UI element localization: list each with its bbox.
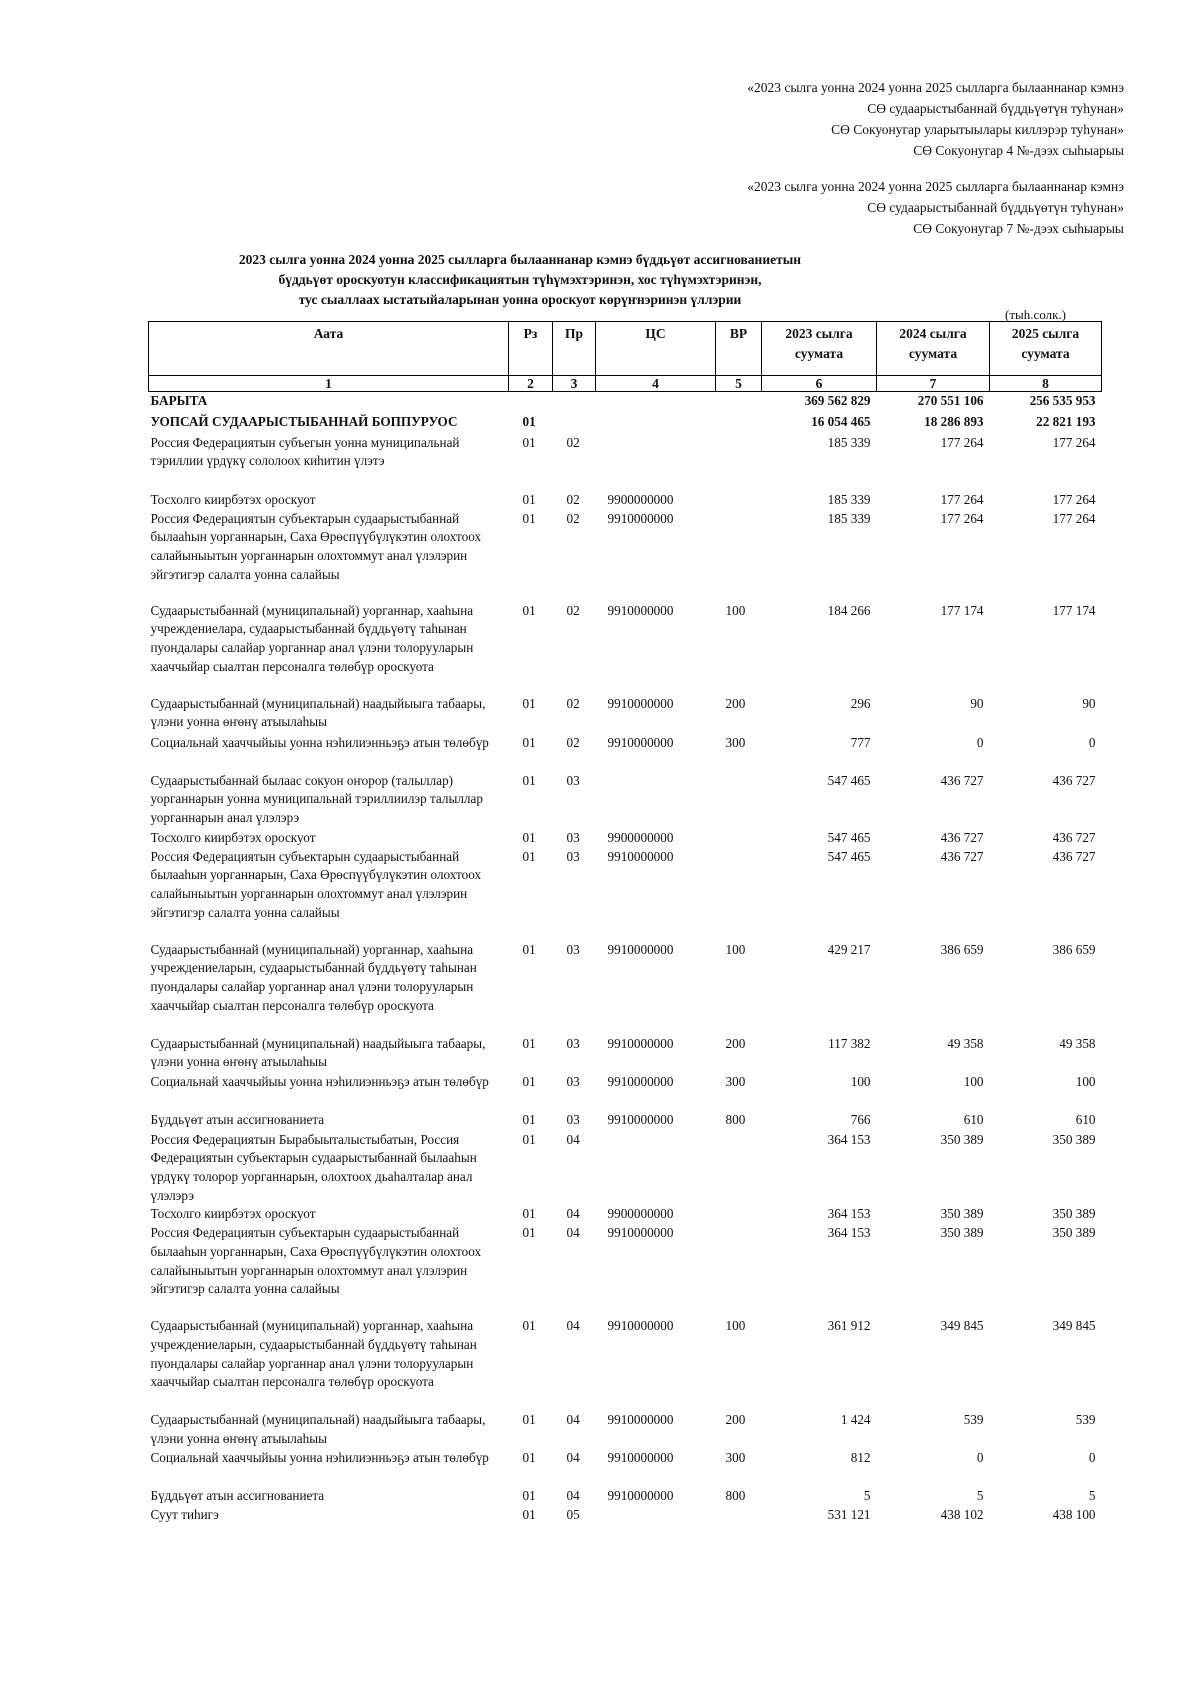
row-2024-amount: 177 264 (940, 491, 984, 507)
table-row (149, 695, 1102, 734)
row-2024-amount: 438 102 (940, 1507, 984, 1523)
row-rz-cell: 01 (522, 510, 536, 526)
row-rz-cell: 01 (522, 772, 536, 788)
header-line: «2023 сылга уонна 2024 уонна 2025 сылларга былааннанар кэмнэ (747, 179, 1124, 194)
row-2025-amount: 539 (1075, 1412, 1096, 1428)
row-name-cell: Судаарыстыбаннай (муниципальнай) наадыйыыга табаары, үлэни уонна өҥөнү атыылаһыы (150, 1035, 486, 1070)
row-2024-amount: 18 286 893 (924, 413, 984, 429)
row-name-cell: Тосхолго киирбэтэх ороскуот (150, 1206, 316, 1222)
row-cs-cell: 9910000000 (607, 1488, 674, 1504)
row-2024-amount: 49 358 (947, 1035, 984, 1051)
row-pr-cell: 03 (566, 1111, 580, 1127)
row-name-cell: Россия Федерациятын субъегын уонна муниципальнай тэриллии үрдүкү сололоох киһитин үлэтэ (150, 434, 460, 469)
row-2024-amount: 100 (963, 1073, 984, 1089)
row-rz-cell: 01 (522, 1318, 536, 1334)
row-name-cell: Судаарыстыбаннай (муниципальнай) уорганнар, хааһына учреждениелара, судаарыстыбаннай бүддьүөтү таһынан пуондалары салайар уорганнар анал үлэни толорууларын хааччыйар сыалтан персоналга төлөбүр ороскуота (150, 602, 474, 674)
row-name-cell: Тосхолго киирбэтэх ороскуот (150, 829, 316, 845)
table-row (149, 1073, 1102, 1111)
title-line: тус сыаллаах ыстатыйаларынан уонна ороскуот көрүҥнэринэн үллэрии (298, 292, 742, 307)
row-cs-cell: 9900000000 (607, 491, 674, 507)
table-row (149, 941, 1102, 1035)
row-vr-cell: 300 (725, 1450, 746, 1466)
row-2023-amount: 16 054 465 (811, 413, 871, 429)
budget-table (148, 321, 1102, 1526)
row-rz-cell: 01 (522, 848, 536, 864)
row-pr-cell: 02 (566, 434, 580, 450)
row-name-cell: Тосхолго киирбэтэх ороскуот (150, 491, 316, 507)
row-rz-cell: 01 (522, 941, 536, 957)
column-number: 5 (716, 376, 762, 392)
row-2023-amount: 185 339 (827, 434, 871, 450)
title-line: бүддьүөт ороскуотун классификациятын түһүмэхтэринэн, хос түһүмэхтэринэн, (278, 272, 762, 287)
row-2025-amount: 100 (1075, 1073, 1096, 1089)
row-pr-cell (553, 413, 596, 434)
row-vr-cell (716, 413, 762, 434)
row-name-cell: Судаарыстыбаннай былаас сокуон оҥорор (талыллар) уорганнарын уонна муниципальнай тэриллиилэр талыллар уорганнарын анал үлэлэрэ (150, 772, 483, 825)
row-2023-amount: 184 266 (827, 602, 871, 618)
table-row (149, 1317, 1102, 1411)
row-pr-cell: 03 (566, 1073, 580, 1089)
row-2024-amount: 610 (963, 1111, 984, 1127)
row-vr-cell (716, 392, 762, 413)
row-cs-cell: 9910000000 (607, 1318, 674, 1334)
row-vr-cell (716, 1131, 762, 1206)
row-pr-cell: 04 (566, 1131, 580, 1147)
row-rz-cell: 01 (522, 734, 536, 750)
row-cs-cell (596, 1506, 716, 1526)
row-pr-cell: 04 (566, 1318, 580, 1334)
row-2025-amount: 436 727 (1052, 848, 1096, 864)
header-line: СӨ Сокуонугар 7 №-дээх сыһыарыы (913, 221, 1124, 236)
row-name-cell: Россия Федерациятын субъектарын судаарыстыбаннай былааһын уорганнарын, Саха Өрөспүүбүлүкэтин олохтоох салайыныытын уорганнарын олохтоммут анал үлэлэрин эйгэтигэр салалта уонна салайыы (150, 848, 482, 920)
row-name-cell: Судаарыстыбаннай (муниципальнай) наадыйыыга табаары, үлэни уонна өҥөнү атыылаһыы (150, 1412, 486, 1447)
row-rz-cell: 01 (522, 1073, 536, 1089)
row-cs-cell: 9910000000 (607, 510, 674, 526)
column-number: 3 (553, 376, 596, 392)
table-row (149, 1111, 1102, 1131)
table-row (149, 491, 1102, 510)
header-line: СӨ Сокуонугар уларытыылары киллэрэр туһунан» (831, 122, 1124, 137)
table-row (149, 392, 1102, 413)
row-2025-amount: 349 845 (1052, 1318, 1096, 1334)
row-vr-cell (716, 510, 762, 602)
row-2023-amount: 766 (850, 1111, 871, 1127)
row-2023-amount: 1 424 (840, 1412, 871, 1428)
row-vr-cell (716, 1224, 762, 1317)
unit-label: (тыһ.солк.) (1005, 307, 1066, 322)
row-2025-amount: 256 535 953 (1029, 393, 1096, 408)
column-header-cs: ЦС (596, 322, 716, 376)
row-vr-cell (716, 1506, 762, 1526)
row-name-cell: Судаарыстыбаннай (муниципальнай) уорганнар, хааһына учреждениеларын, судаарыстыбаннай бүддьүөтү таһынан пуондалары салайар уорганнар анал үлэни толорууларын хааччыйар сыалтан персоналга төлөбүр ороскуота (150, 941, 477, 1013)
row-2025-amount: 436 727 (1052, 829, 1096, 845)
row-vr-cell: 200 (725, 695, 746, 711)
row-rz-cell: 01 (522, 829, 536, 845)
row-2025-amount: 610 (1075, 1111, 1096, 1127)
row-2023-amount: 531 121 (827, 1507, 871, 1523)
row-pr-cell: 03 (566, 848, 580, 864)
row-rz-cell: 01 (522, 413, 536, 429)
table-row (149, 1131, 1102, 1206)
table-row (149, 1487, 1102, 1506)
row-2023-amount: 185 339 (827, 510, 871, 526)
row-name-cell: Социальнай хааччыйыы уонна нэһилиэнньэҕэ атын төлөбүр (150, 1073, 489, 1089)
row-2025-amount: 177 264 (1052, 491, 1096, 507)
row-cs-cell: 9910000000 (607, 1412, 674, 1428)
row-2023-amount: 185 339 (827, 491, 871, 507)
table-row (149, 1449, 1102, 1487)
row-vr-cell (716, 1205, 762, 1224)
row-vr-cell (716, 772, 762, 829)
row-2023-amount: 364 153 (827, 1131, 871, 1147)
row-vr-cell (716, 491, 762, 510)
column-number: 7 (877, 376, 990, 392)
row-name-cell: УОПСАЙ СУДААРЫСТЫБАННАЙ БОППУРУОС (150, 413, 458, 429)
row-cs-cell (596, 1131, 716, 1206)
row-cs-cell (596, 434, 716, 491)
row-2023-amount: 777 (850, 734, 871, 750)
table-row (149, 829, 1102, 848)
row-rz-cell: 01 (522, 1412, 536, 1428)
row-2025-amount: 177 264 (1052, 510, 1096, 526)
row-2025-amount: 438 100 (1052, 1507, 1096, 1523)
row-vr-cell: 100 (725, 1318, 746, 1334)
row-rz-cell: 01 (522, 491, 536, 507)
row-vr-cell (716, 829, 762, 848)
row-pr-cell: 03 (566, 1035, 580, 1051)
row-cs-cell: 9910000000 (607, 1450, 674, 1466)
row-2024-amount: 270 551 106 (917, 393, 984, 408)
header-block-2 (747, 176, 1124, 239)
row-vr-cell: 300 (725, 734, 746, 750)
header-line: СӨ судаарыстыбаннай бүддьүөтүн туһунан» (867, 101, 1124, 116)
row-2023-amount: 369 562 829 (804, 393, 871, 408)
row-vr-cell: 800 (725, 1111, 746, 1127)
column-header-2024: 2024 сылга суумата (877, 322, 990, 376)
row-name-cell: Социальнай хааччыйыы уонна нэһилиэнньэҕэ атын төлөбүр (150, 1450, 489, 1466)
row-cs-cell: 9910000000 (607, 734, 674, 750)
row-vr-cell: 100 (725, 602, 746, 618)
row-cs-cell (596, 392, 716, 413)
row-cs-cell: 9910000000 (607, 602, 674, 618)
column-number: 6 (762, 376, 877, 392)
row-2023-amount: 100 (850, 1073, 871, 1089)
row-cs-cell: 9910000000 (607, 1035, 674, 1051)
row-2025-amount: 436 727 (1052, 772, 1096, 788)
table-row (149, 413, 1102, 434)
row-name-cell: Бүддьүөт атын ассигнованиета (150, 1111, 325, 1127)
column-header-name: Аата (149, 322, 509, 376)
row-rz-cell: 01 (522, 1206, 536, 1222)
row-2023-amount: 547 465 (827, 829, 871, 845)
row-rz-cell: 01 (522, 1450, 536, 1466)
row-2023-amount: 547 465 (827, 772, 871, 788)
row-vr-cell (716, 848, 762, 941)
row-2024-amount: 436 727 (940, 848, 984, 864)
row-cs-cell (596, 772, 716, 829)
table-row (149, 1205, 1102, 1224)
row-pr-cell: 02 (566, 510, 580, 526)
row-2025-amount: 90 (1082, 695, 1096, 711)
row-2024-amount: 350 389 (940, 1225, 984, 1241)
row-2025-amount: 350 389 (1052, 1225, 1096, 1241)
table-row (149, 772, 1102, 829)
row-rz-cell: 01 (522, 695, 536, 711)
row-2023-amount: 547 465 (827, 848, 871, 864)
column-header-2025: 2025 сылга суумата (990, 322, 1102, 376)
row-rz-cell: 01 (522, 1131, 536, 1147)
table-row (149, 434, 1102, 491)
row-pr-cell: 04 (566, 1225, 580, 1241)
row-2023-amount: 429 217 (827, 941, 871, 957)
row-rz-cell: 01 (522, 1035, 536, 1051)
row-cs-cell: 9900000000 (607, 829, 674, 845)
table-row (149, 510, 1102, 602)
row-name-cell: Суут тиһигэ (150, 1507, 219, 1523)
row-cs-cell: 9910000000 (607, 1111, 674, 1127)
row-pr-cell: 02 (566, 695, 580, 711)
row-2025-amount: 0 (1088, 1450, 1096, 1466)
row-pr-cell: 03 (566, 941, 580, 957)
row-2024-amount: 539 (963, 1412, 984, 1428)
row-vr-cell: 300 (725, 1073, 746, 1089)
header-block-1 (747, 77, 1124, 161)
row-cs-cell: 9910000000 (607, 1225, 674, 1241)
table-body (149, 392, 1102, 1527)
row-rz-cell: 01 (522, 1488, 536, 1504)
row-cs-cell: 9910000000 (607, 695, 674, 711)
row-2023-amount: 812 (850, 1450, 871, 1466)
row-2024-amount: 349 845 (940, 1318, 984, 1334)
column-number: 1 (149, 376, 509, 392)
column-number-row (149, 376, 1102, 392)
table-row (149, 1506, 1102, 1526)
row-rz-cell: 01 (522, 602, 536, 618)
row-cs-cell: 9900000000 (607, 1206, 674, 1222)
row-pr-cell: 04 (566, 1412, 580, 1428)
row-vr-cell: 100 (725, 941, 746, 957)
row-cs-cell: 9910000000 (607, 1073, 674, 1089)
row-2024-amount: 436 727 (940, 829, 984, 845)
row-name-cell: БАРЫТА (150, 393, 208, 408)
column-header-2023: 2023 сылга суумата (762, 322, 877, 376)
row-2025-amount: 49 358 (1059, 1035, 1096, 1051)
row-2024-amount: 177 264 (940, 510, 984, 526)
header-line: СӨ судаарыстыбаннай бүддьүөтүн туһунан» (867, 200, 1124, 215)
row-2024-amount: 436 727 (940, 772, 984, 788)
table-row (149, 1411, 1102, 1449)
row-2024-amount: 0 (976, 1450, 984, 1466)
row-2025-amount: 350 389 (1052, 1131, 1096, 1147)
column-number: 8 (990, 376, 1102, 392)
row-2024-amount: 5 (976, 1488, 984, 1504)
row-vr-cell: 800 (725, 1488, 746, 1504)
row-rz-cell: 01 (522, 1507, 536, 1523)
row-name-cell: Судаарыстыбаннай (муниципальнай) наадыйыыга табаары, үлэни уонна өҥөнү атыылаһыы (150, 695, 486, 730)
row-rz-cell: 01 (522, 1111, 536, 1127)
row-2024-amount: 0 (976, 734, 984, 750)
row-pr-cell: 03 (566, 772, 580, 788)
row-pr-cell (553, 392, 596, 413)
row-pr-cell: 03 (566, 829, 580, 845)
row-2025-amount: 350 389 (1052, 1206, 1096, 1222)
row-rz-cell: 01 (522, 1225, 536, 1241)
row-2025-amount: 22 821 193 (1036, 413, 1096, 429)
table-header-row (149, 322, 1102, 376)
row-2025-amount: 0 (1088, 734, 1096, 750)
table-row (149, 734, 1102, 772)
row-2024-amount: 386 659 (940, 941, 984, 957)
table-row (149, 602, 1102, 695)
row-2023-amount: 296 (850, 695, 871, 711)
row-2025-amount: 386 659 (1052, 941, 1096, 957)
row-2024-amount: 350 389 (940, 1206, 984, 1222)
row-2023-amount: 364 153 (827, 1206, 871, 1222)
row-2025-amount: 5 (1088, 1488, 1096, 1504)
row-pr-cell: 02 (566, 491, 580, 507)
row-cs-cell: 9910000000 (607, 941, 674, 957)
row-rz-cell: 01 (522, 434, 536, 450)
row-pr-cell: 05 (566, 1507, 580, 1523)
row-2023-amount: 364 153 (827, 1225, 871, 1241)
row-name-cell: Социальнай хааччыйыы уонна нэһилиэнньэҕэ атын төлөбүр (150, 734, 489, 750)
row-pr-cell: 02 (566, 734, 580, 750)
column-number: 4 (596, 376, 716, 392)
row-name-cell: Россия Федерациятын субъектарын судаарыстыбаннай былааһын уорганнарын, Саха Өрөспүүбүлүкэтин олохтоох салайыныытын уорганнарын олохтоммут анал үлэлэрин эйгэтигэр салалта уонна салайыы (150, 510, 482, 582)
row-cs-cell: 9910000000 (607, 848, 674, 864)
column-number: 2 (509, 376, 553, 392)
row-name-cell: Россия Федерациятын субъектарын судаарыстыбаннай былааһын уорганнарын, Саха Өрөспүүбүлүкэтин олохтоох салайыныытын уорганнарын олохтоммут анал үлэлэрин эйгэтигэр салалта уонна салайыы (150, 1225, 482, 1297)
document-title (140, 250, 900, 310)
row-2023-amount: 117 382 (828, 1035, 871, 1051)
row-name-cell: Россия Федерациятын Бырабыыталыстыбатын, Россия Федерациятын субъектарын судаарыстыбаннай былааһын үрдүкү толорор уорганнарын, олохтоох дьаһалталар анал үлэлэрэ (150, 1131, 477, 1203)
row-2023-amount: 361 912 (827, 1318, 871, 1334)
row-pr-cell: 04 (566, 1450, 580, 1466)
row-name-cell: Судаарыстыбаннай (муниципальнай) уорганнар, хааһына учреждениеларын, судаарыстыбаннай бүддьүөтү таһынан пуондалары салайар уорганнар анал үлэни толорууларын хааччыйар сыалтан персоналга төлөбүр ороскуота (150, 1318, 477, 1390)
table-row (149, 848, 1102, 941)
row-name-cell: Бүддьүөт атын ассигнованиета (150, 1488, 325, 1504)
column-header-vr: ВР (716, 322, 762, 376)
row-2024-amount: 177 174 (940, 602, 984, 618)
table-row (149, 1035, 1102, 1073)
header-line: «2023 сылга уонна 2024 уонна 2025 сылларга былааннанар кэмнэ (747, 80, 1124, 95)
row-pr-cell: 04 (566, 1488, 580, 1504)
row-2025-amount: 177 174 (1052, 602, 1096, 618)
row-vr-cell (716, 434, 762, 491)
row-2024-amount: 350 389 (940, 1131, 984, 1147)
row-2023-amount: 5 (863, 1488, 871, 1504)
row-pr-cell: 04 (566, 1206, 580, 1222)
column-header-rz: Рз (509, 322, 553, 376)
row-2024-amount: 90 (970, 695, 984, 711)
row-pr-cell: 02 (566, 602, 580, 618)
row-vr-cell: 200 (725, 1035, 746, 1051)
row-rz-cell (509, 392, 553, 413)
row-vr-cell: 200 (725, 1412, 746, 1428)
row-cs-cell (596, 413, 716, 434)
header-line: СӨ Сокуонугар 4 №-дээх сыһыарыы (913, 143, 1124, 158)
title-line: 2023 сылга уонна 2024 уонна 2025 сылларга былааннанар кэмнэ бүддьүөт ассигнованиетын (238, 252, 802, 267)
row-2025-amount: 177 264 (1052, 434, 1096, 450)
row-2024-amount: 177 264 (940, 434, 984, 450)
column-header-pr: Пр (553, 322, 596, 376)
table-row (149, 1224, 1102, 1317)
